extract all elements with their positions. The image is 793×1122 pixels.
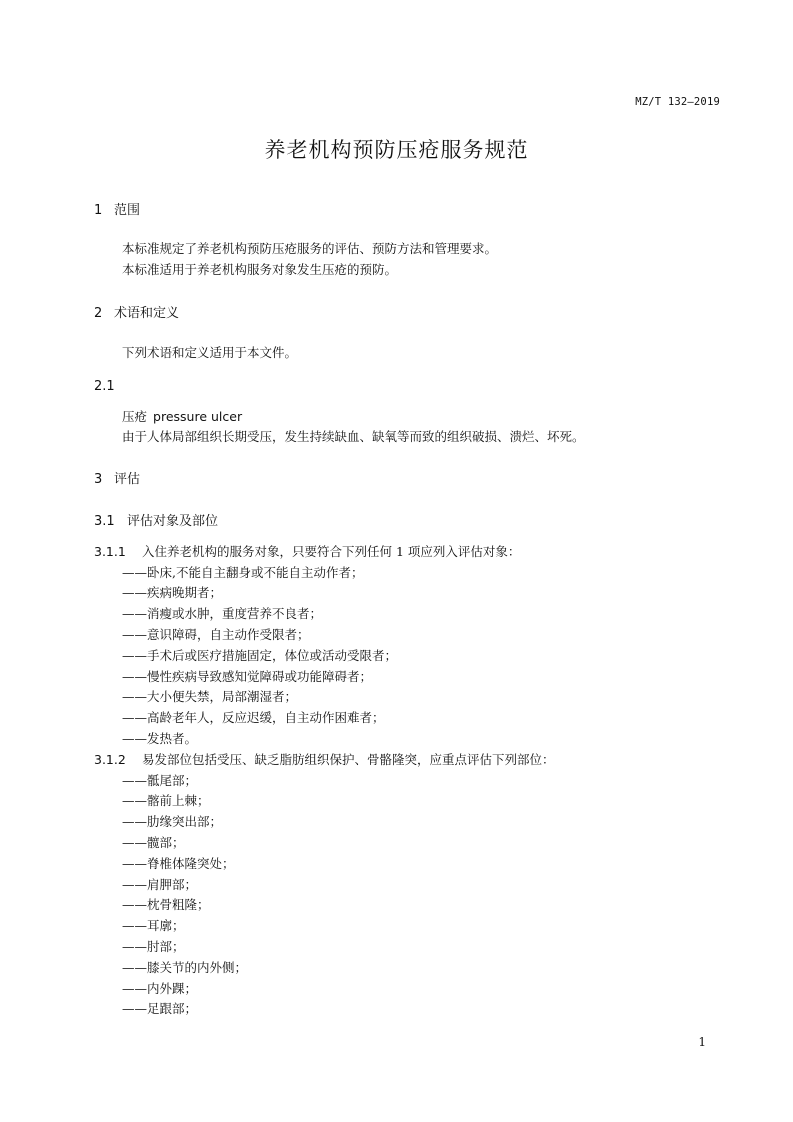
paragraph: 下列术语和定义适用于本文件。 bbox=[122, 345, 298, 360]
document-title: 养老机构预防压疮服务规范 bbox=[264, 138, 529, 162]
list-item: ——消瘦或水肿，重度营养不良者； bbox=[122, 606, 323, 621]
subsection-3-1-heading bbox=[94, 515, 218, 528]
clause-number: 3.1.2 bbox=[94, 752, 126, 767]
subsection-title: 评估对象及部位 bbox=[127, 514, 219, 529]
list-item: ——肋缘突出部； bbox=[122, 814, 223, 829]
term-number: 2.1 bbox=[94, 379, 115, 394]
list-item: ——足跟部； bbox=[122, 1001, 198, 1016]
term-entry bbox=[122, 411, 242, 424]
clause-text: 易发部位包括受压、缺乏脂肪组织保护、骨骼隆突，应重点评估下列部位： bbox=[142, 752, 555, 767]
standard-code: MZ/T 132—2019 bbox=[635, 96, 720, 108]
list-item: ——意识障碍，自主动作受限者； bbox=[122, 627, 310, 642]
list-item: ——发热者。 bbox=[122, 731, 198, 746]
clause-number: 3.1.1 bbox=[94, 544, 126, 559]
term-english: pressure ulcer bbox=[153, 409, 243, 424]
clause-3-1-2 bbox=[94, 754, 555, 767]
section-title: 评估 bbox=[114, 472, 141, 487]
subsection-number: 3.1 bbox=[94, 514, 115, 529]
list-item: ——枕骨粗隆； bbox=[122, 897, 210, 912]
list-item: ——高龄老年人，反应迟缓，自主动作困难者； bbox=[122, 710, 385, 725]
list-item: ——内外踝； bbox=[122, 981, 198, 996]
section-2-heading bbox=[94, 307, 179, 320]
list-item: ——髂前上棘； bbox=[122, 793, 210, 808]
clause-text: 入住养老机构的服务对象，只要符合下列任何 1 项应列入评估对象： bbox=[142, 544, 521, 559]
list-item: ——肘部； bbox=[122, 939, 185, 954]
term-chinese: 压疮 bbox=[122, 409, 148, 424]
list-item: ——膝关节的内外侧； bbox=[122, 960, 248, 975]
list-item: ——大小便失禁，局部潮湿者； bbox=[122, 689, 298, 704]
section-number: 2 bbox=[94, 306, 103, 321]
list-item: ——耳廓； bbox=[122, 918, 185, 933]
section-title: 术语和定义 bbox=[114, 306, 180, 321]
list-item: ——疾病晚期者； bbox=[122, 585, 223, 600]
list-item: ——手术后或医疗措施固定，体位或活动受限者； bbox=[122, 648, 398, 663]
list-item: ——卧床,不能自主翻身或不能自主动作者； bbox=[122, 565, 364, 580]
page-number: 1 bbox=[698, 1035, 706, 1049]
section-number: 3 bbox=[94, 472, 103, 487]
term-definition: 由于人体局部组织长期受压，发生持续缺血、缺氧等而致的组织破损、溃烂、坏死。 bbox=[122, 429, 585, 444]
list-item: ——肩胛部； bbox=[122, 877, 198, 892]
list-item: ——骶尾部； bbox=[122, 773, 198, 788]
clause-3-1-1 bbox=[94, 546, 520, 559]
list-item: ——慢性疾病导致感知觉障碍或功能障碍者； bbox=[122, 669, 373, 684]
section-3-heading bbox=[94, 473, 140, 486]
list-item: ——髋部； bbox=[122, 835, 185, 850]
paragraph: 本标准规定了养老机构预防压疮服务的评估、预防方法和管理要求。 bbox=[122, 241, 498, 256]
section-1-heading bbox=[94, 204, 140, 217]
paragraph: 本标准适用于养老机构服务对象发生压疮的预防。 bbox=[122, 262, 398, 277]
section-number: 1 bbox=[94, 203, 103, 218]
list-item: ——脊椎体隆突处； bbox=[122, 856, 235, 871]
section-title: 范围 bbox=[114, 203, 141, 218]
